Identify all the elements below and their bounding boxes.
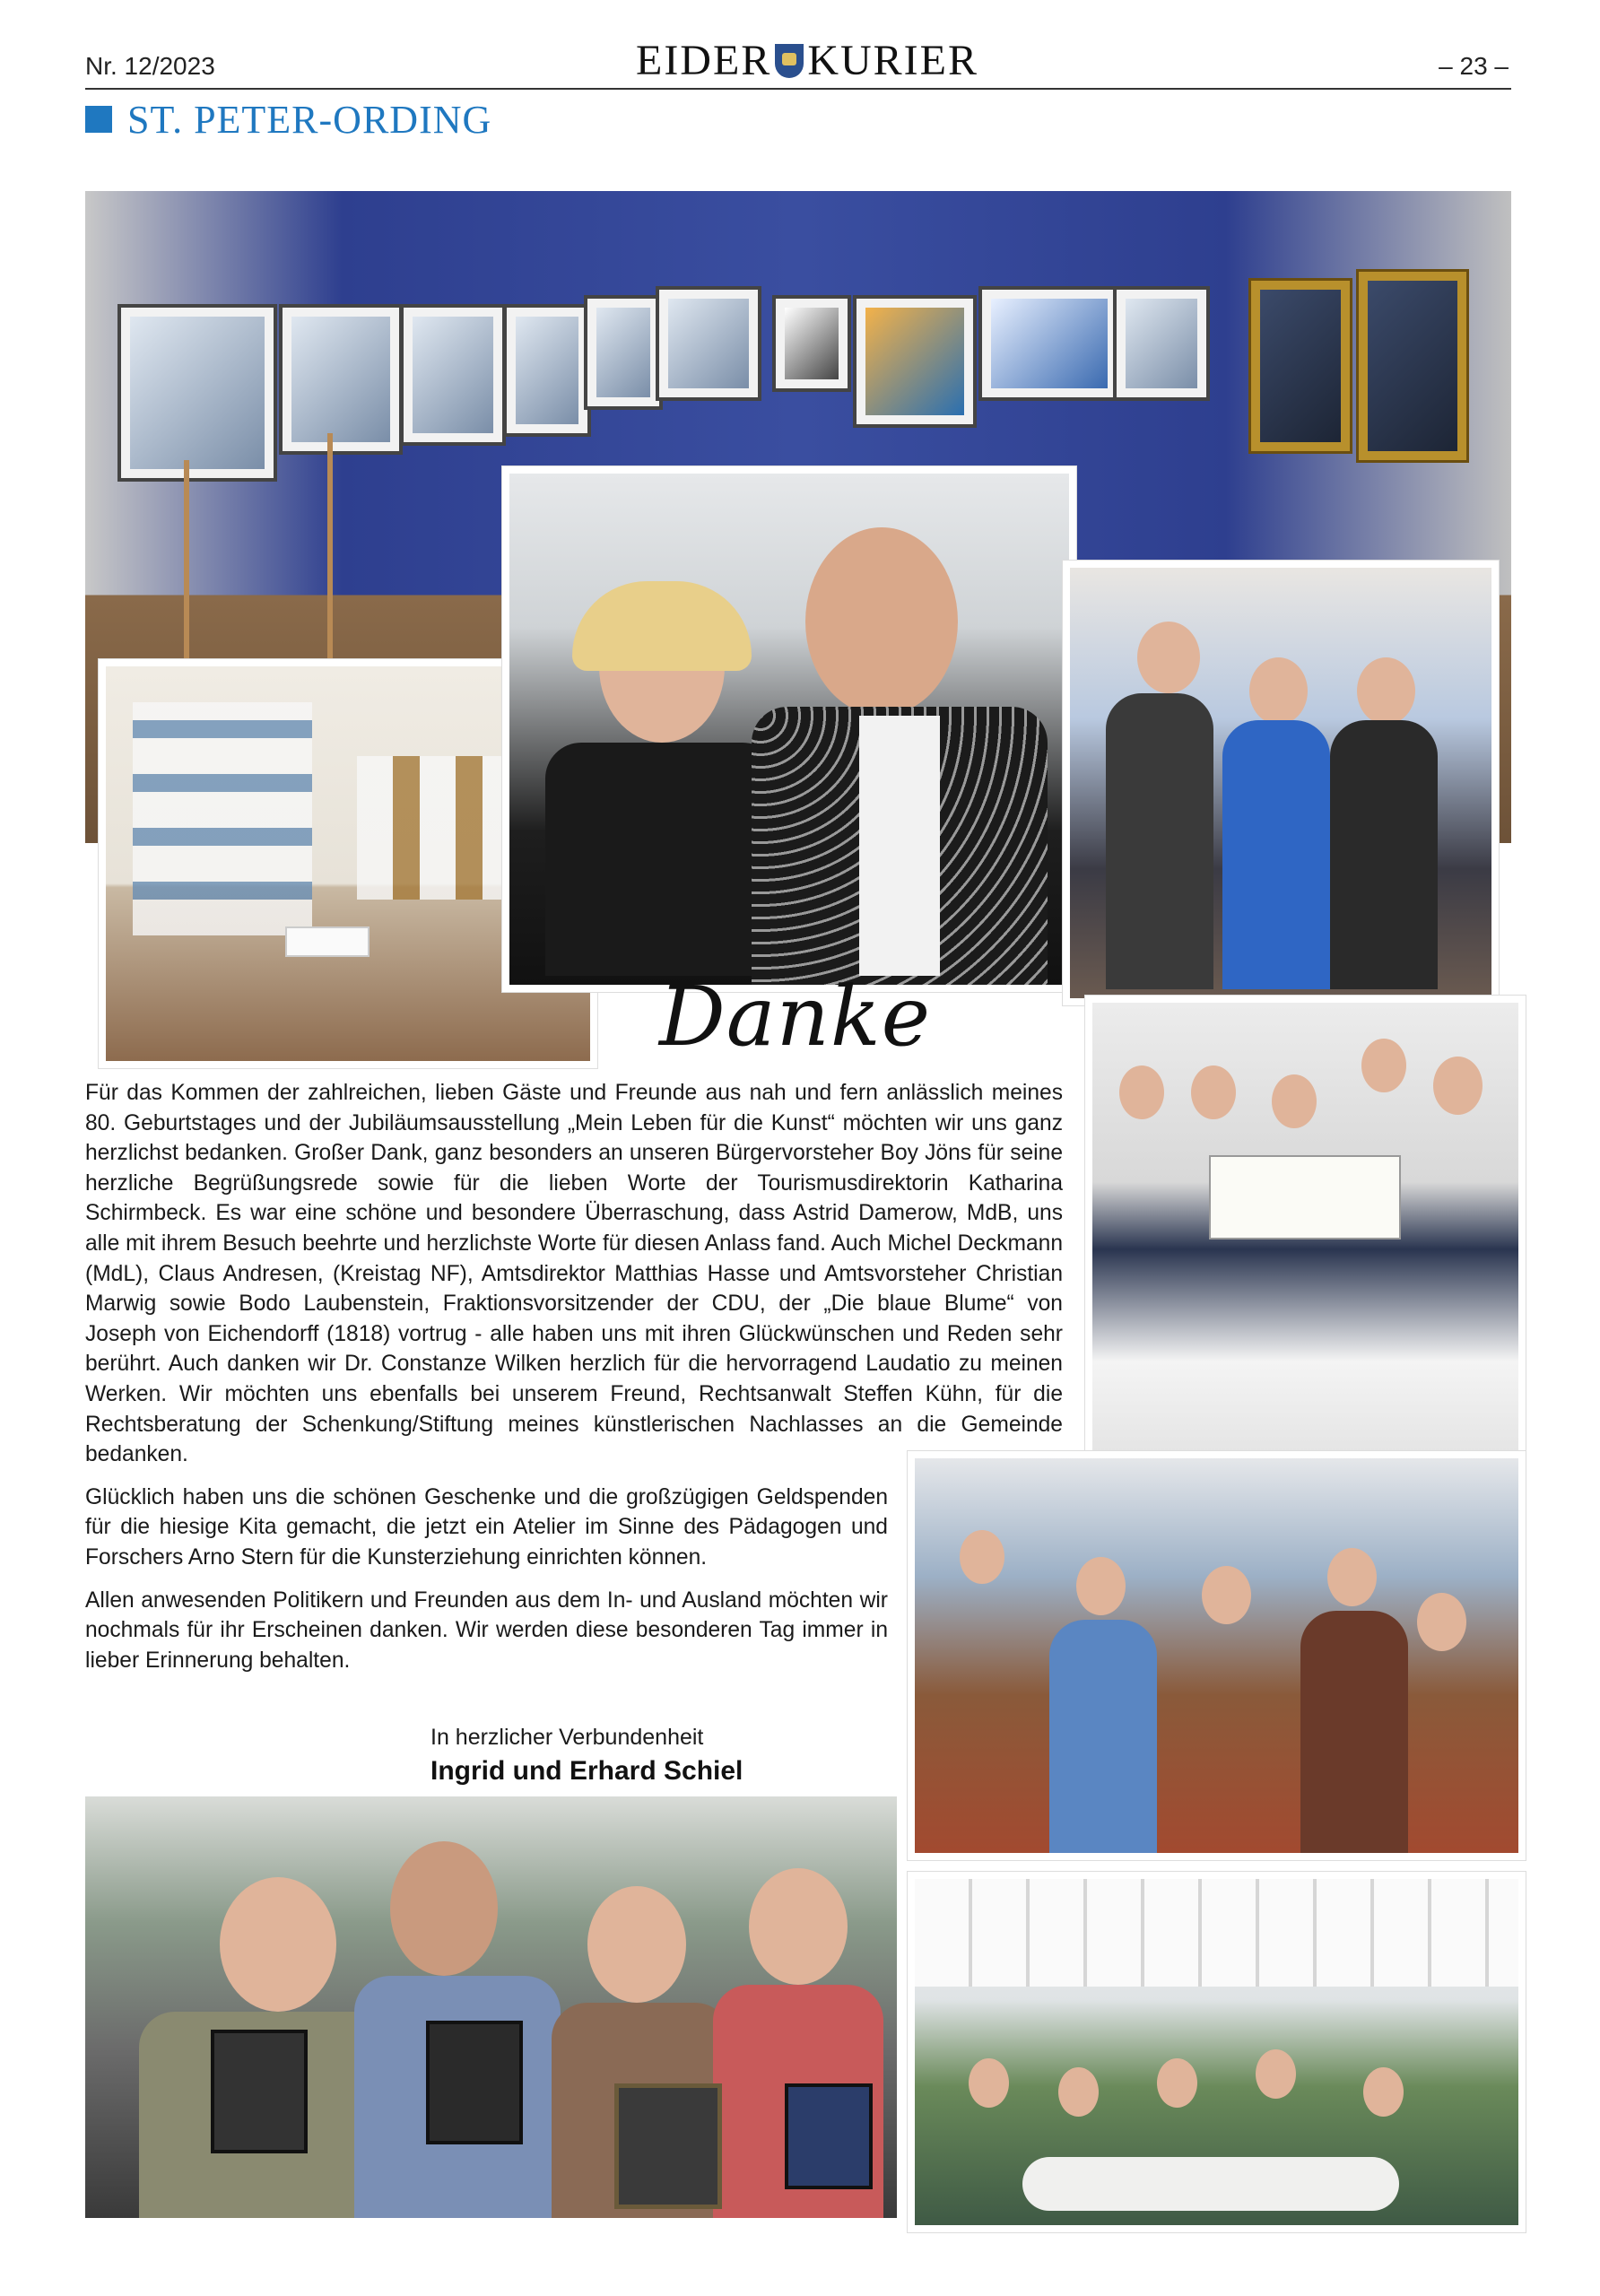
tent-roof — [915, 1879, 1518, 1987]
person-face — [1357, 657, 1415, 725]
painting — [507, 308, 587, 433]
person-face — [1256, 2049, 1296, 2099]
person-face — [1272, 1074, 1317, 1128]
person-face — [587, 1886, 686, 2003]
person-face — [1363, 2067, 1404, 2117]
painting — [1359, 272, 1466, 460]
couple-photo — [502, 466, 1076, 992]
headline: Danke — [659, 969, 932, 1065]
person-face — [960, 1530, 1004, 1584]
person-face — [749, 1868, 848, 1985]
person-face — [220, 1877, 336, 2012]
section-marker-icon — [85, 106, 112, 133]
paragraph: Für das Kommen der zahlreichen, lieben Gäste und Freunde aus nah und fern anlässlich meines 80. Geburtstages und der Jubiläumsausstellung „Mein Leben für die Kunst“ möchten wir uns ganz herzlichst bedanken. Großer Dank, ganz besonders an unseren Bürgervorsteher Boy Jöns für seine herzliche Begrüßungsrede sowie für die lieben Worte der Tourismusdirektorin Katharina Schirmbeck. Es war eine schöne und besondere Überraschung, dass Astrid Damerow, MdB, uns alle mit ihrem Besuch beehrte und herzlichste Worte für diesen Anlass fand. Auch Michel Deckmann (MdL), Claus Andresen, (Kreistag NF), Amtsdirektor Matthias Hasse und Amtsvorsteher Christian Marwig sowie Bodo Laubenstein, Fraktionsvorsitzender der CDU, der „Die blaue Blume“ von Joseph von Eichendorff (1818) vortrug - alle haben uns mit ihren Glückwünschen und Reden sehr berührt. Auch danken wir Dr. Constanze Wilken herzlich für die hervorragend Laudatio zu meinen Werken. Wir möchten uns ebenfalls bei unserem Freund, Rechtsanwalt Steffen Kühn, für die Rechtsberatung der Schenkung/Stiftung meines künstlerischen Nachlasses an die Gemeinde bedanken. — [85, 1081, 1063, 1467]
painting — [776, 299, 848, 388]
easel-leg — [327, 433, 333, 666]
painting — [404, 308, 502, 442]
person-face — [1137, 622, 1200, 693]
header-rule — [85, 88, 1511, 90]
person-face — [1058, 2067, 1099, 2117]
man-face — [805, 527, 958, 716]
framed-artwork — [614, 2083, 722, 2209]
section-title: ST. PETER-ORDING — [127, 98, 492, 142]
terrace-photo — [908, 1872, 1526, 2232]
person-face — [1202, 1566, 1251, 1624]
person-face — [969, 2058, 1009, 2108]
painting — [587, 299, 659, 406]
framed-artwork — [785, 2083, 873, 2189]
woman-body — [545, 743, 778, 976]
person-body — [1330, 720, 1438, 989]
donation-cheque — [1209, 1155, 1401, 1239]
person-body — [1222, 720, 1330, 989]
crest-icon — [775, 44, 804, 78]
person-face — [1076, 1557, 1126, 1615]
framed-artwork — [211, 2030, 308, 2153]
person-face — [1433, 1057, 1483, 1115]
easel-leg — [184, 460, 189, 693]
person-face — [1157, 2058, 1197, 2108]
person-face — [1327, 1548, 1377, 1606]
page-number: – 23 – — [1439, 52, 1509, 80]
painting — [982, 290, 1117, 397]
person-face — [1361, 1039, 1406, 1092]
paragraph: Glücklich haben uns die schönen Geschenke und die großzügigen Geldspenden für die hiesige Kita gemacht, die jetzt ein Atelier im Sinne des Pädagogen und Forschers Arno Stern für die Kunsterziehung einrichten können. — [85, 1484, 888, 1570]
wall-of-paintings — [133, 702, 312, 935]
crowd-photo — [908, 1451, 1526, 1860]
signature: Ingrid und Erhard Schiel — [430, 1756, 743, 1786]
person-body — [1049, 1620, 1157, 1853]
person-face — [1119, 1065, 1164, 1119]
painting — [857, 299, 973, 424]
painting — [1117, 290, 1206, 397]
closing-line: In herzlicher Verbundenheit — [430, 1725, 704, 1750]
person-body — [1106, 693, 1213, 989]
painting — [283, 308, 399, 451]
cheque-photo — [1085, 996, 1526, 1458]
framed-artwork — [426, 2021, 523, 2144]
white-shirt — [859, 716, 940, 976]
table — [1022, 2157, 1399, 2211]
issue-number: Nr. 12/2023 — [85, 52, 215, 80]
paragraph: Allen anwesenden Politikern und Freunden aus dem In- und Ausland möchten wir nochmals für ihr Erscheinen danken. Wir werden diese besonderen Tag immer in lieber Erinnerung behalten. — [85, 1587, 888, 1673]
woman-hair — [572, 581, 752, 671]
masthead-right: KURIER — [807, 37, 978, 84]
person-face — [1249, 657, 1308, 725]
person-face — [1191, 1065, 1236, 1119]
masthead-left: EIDER — [636, 37, 772, 84]
portrait-gift-photo — [85, 1796, 897, 2218]
person-body — [1300, 1611, 1408, 1853]
painting — [121, 308, 274, 478]
newspaper-masthead — [628, 36, 987, 85]
person-face — [1417, 1593, 1466, 1651]
painting — [659, 290, 758, 397]
painting — [1251, 281, 1350, 451]
trio-photo — [1063, 561, 1499, 1005]
display-table — [285, 926, 370, 957]
person-face — [390, 1841, 498, 1976]
